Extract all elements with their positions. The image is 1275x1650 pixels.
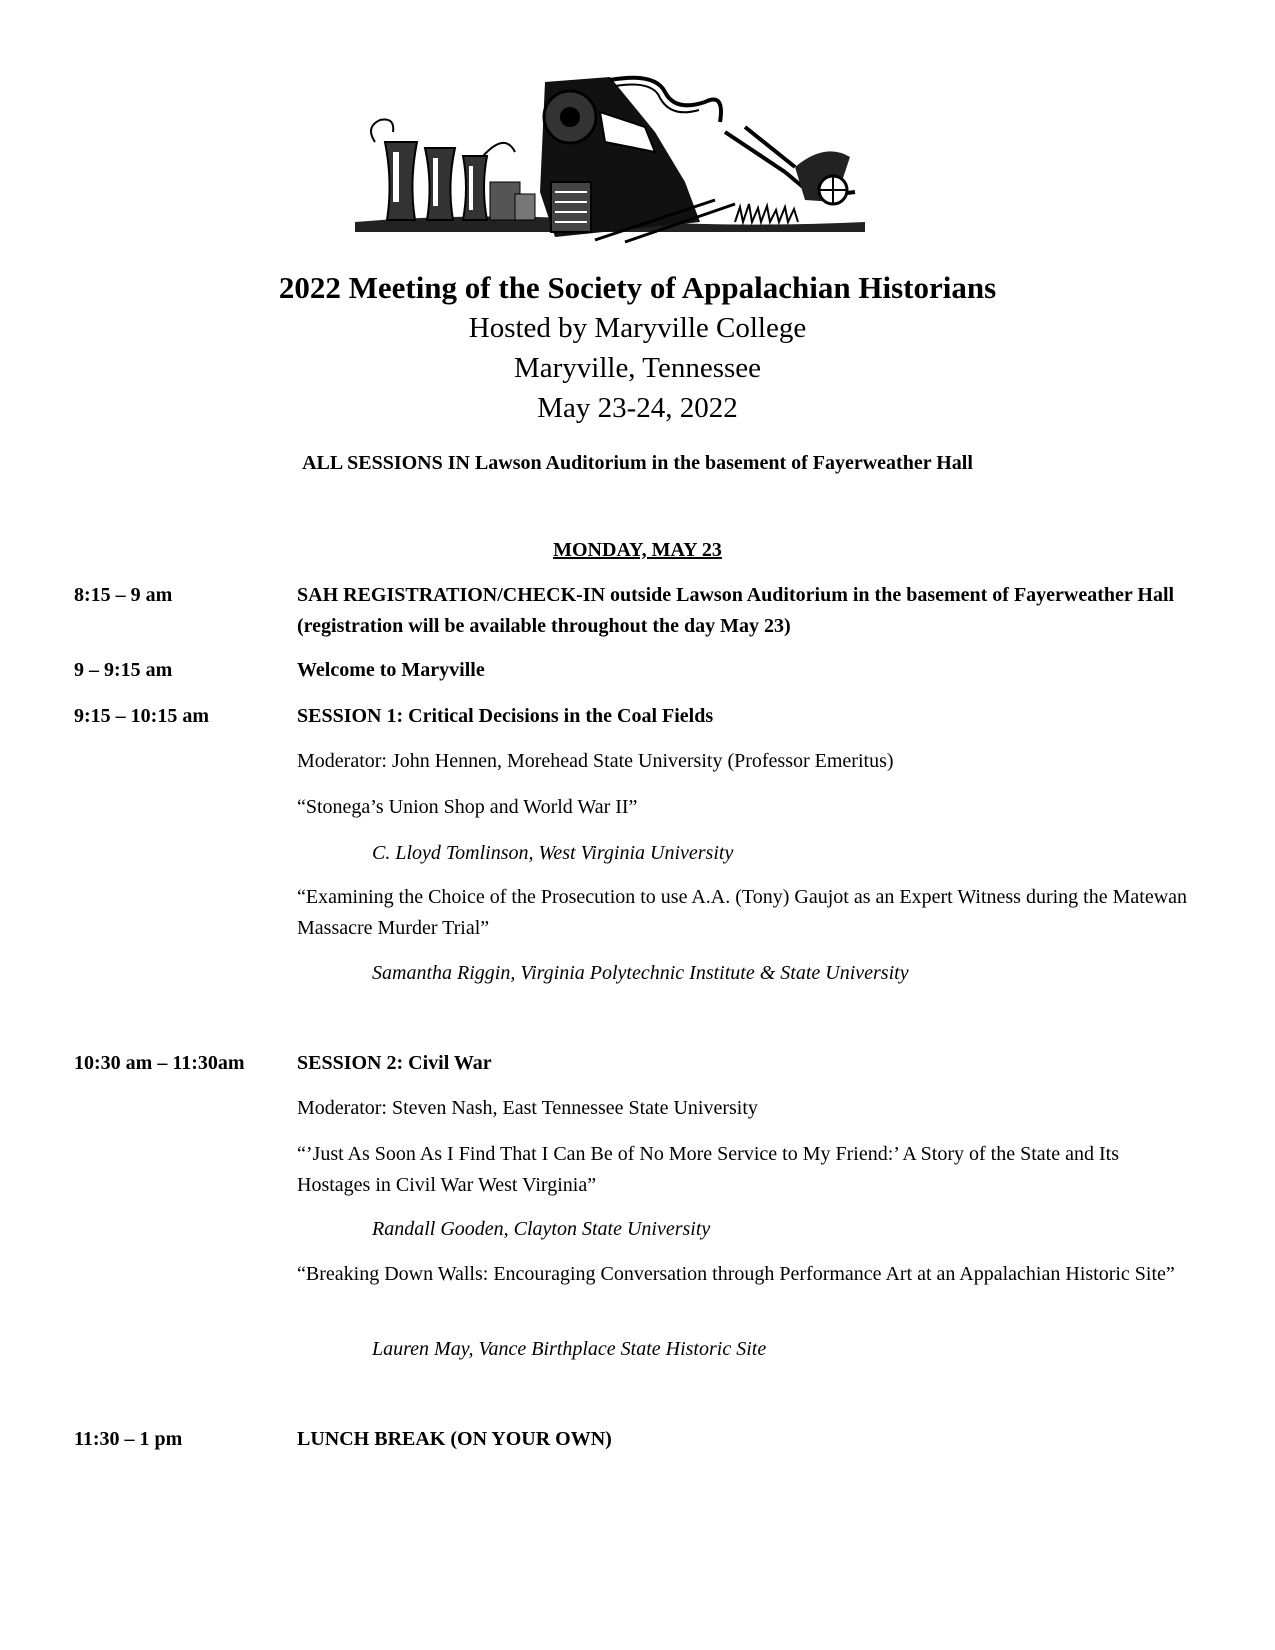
session2-moderator: Moderator: Steven Nash, East Tennessee State University [297,1097,758,1119]
day-heading: MONDAY, MAY 23 [553,539,722,561]
location-note: ALL SESSIONS IN Lawson Auditorium in the basement of Fayerweather Hall [302,452,973,474]
session1-title: SESSION 1: Critical Decisions in the Coal Fields [297,705,714,727]
lunch-time: 11:30 – 1 pm [74,1428,183,1450]
place-line: Maryville, Tennessee [513,352,762,384]
session1-moderator: Moderator: John Hennen, Morehead State University (Professor Emeritus) [297,750,894,772]
session2-paper2-title: “Breaking Down Walls: Encouraging Conversation through Performance Art at an Appalachian Historic Site” [297,1263,1175,1285]
meeting-title: 2022 Meeting of the Society of Appalachian Historians [278,270,997,305]
session1-paper2-title: “Examining the Choice of the Prosecution to use A.A. (Tony) Gaujot as an Expert Witness during the Matewan Massacre Murder Trial” [297,886,1188,939]
session1-paper1-title: “Stonega’s Union Shop and World War II” [297,796,638,818]
registration-time: 8:15 – 9 am [74,584,173,606]
session2-presenter1: Randall Gooden, Clayton State University [372,1218,711,1240]
session2-paper1-title: “’Just As Soon As I Find That I Can Be of No More Service to My Friend:’ A Story of the State and Its Hostages in Civil War West Virginia” [297,1143,1119,1196]
host-line: Hosted by Maryville College [468,312,807,344]
session2-title: SESSION 2: Civil War [297,1052,492,1074]
registration-text: SAH REGISTRATION/CHECK-IN outside Lawson Auditorium in the basement of Fayerweather Hall (registration will be available throughout the day May 23) [297,584,1175,637]
session2-presenter2: Lauren May, Vance Birthplace State Historic Site [372,1338,767,1360]
society-logo-illustration [355,72,865,244]
dates-line: May 23-24, 2022 [537,392,738,424]
session1-time: 9:15 – 10:15 am [74,705,209,727]
session2-time: 10:30 am – 11:30am [74,1052,245,1074]
welcome-time: 9 – 9:15 am [74,659,173,681]
welcome-text: Welcome to Maryville [297,659,485,681]
lunch-text: LUNCH BREAK (ON YOUR OWN) [297,1428,612,1450]
session1-presenter2: Samantha Riggin, Virginia Polytechnic Institute & State University [372,962,909,984]
session1-presenter1: C. Lloyd Tomlinson, West Virginia University [372,842,734,864]
meeting-header [0,268,1275,428]
